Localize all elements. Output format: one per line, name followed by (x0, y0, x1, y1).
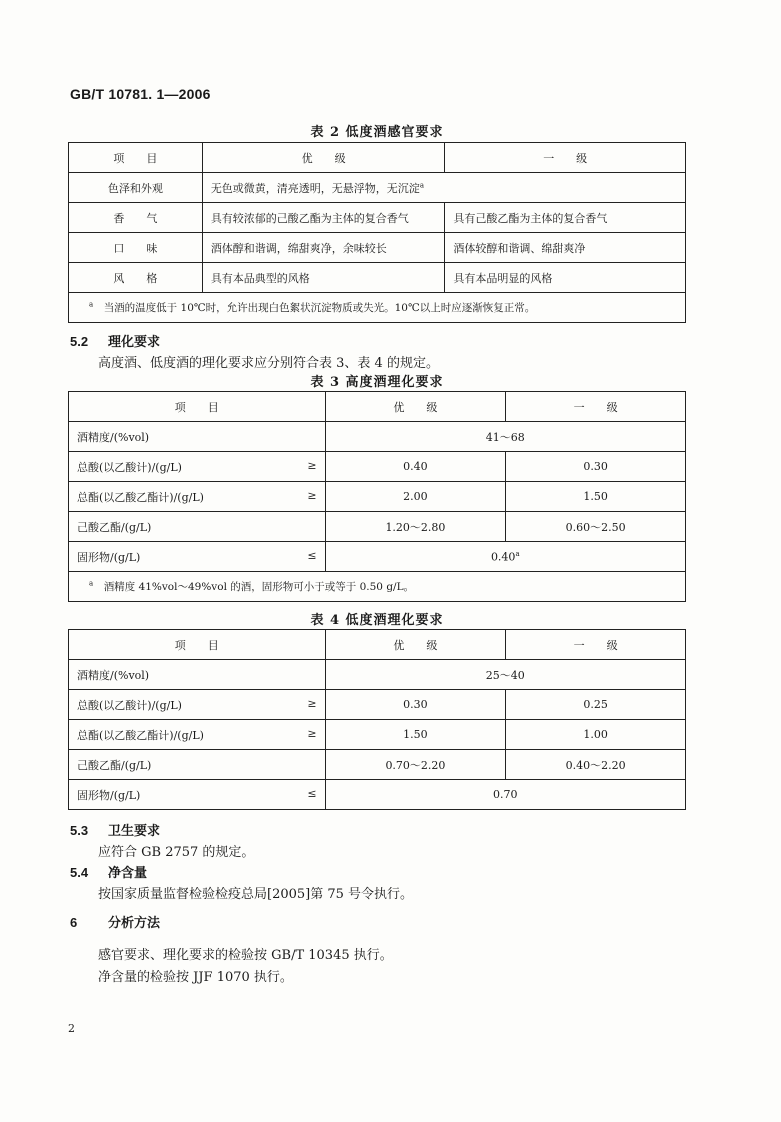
row-top-value: 具有较浓郁的己酸乙酯为主体的复合香气 (202, 203, 445, 233)
page-number: 2 (68, 1022, 75, 1035)
table4-caption: 表 4 低度酒理化要求 (310, 613, 444, 628)
row-first-value: 0.60～2.50 (506, 512, 686, 542)
row-top-value: 1.50 (325, 720, 506, 750)
row-item: 香 气 (69, 203, 203, 233)
row-first-value: 0.30 (506, 452, 686, 482)
row-merged-value: 0.70 (325, 780, 685, 810)
table-row (69, 542, 686, 572)
table-row (69, 512, 686, 542)
row-top-value: 0.30 (325, 690, 506, 720)
table2-header-top: 优 级 (202, 143, 445, 173)
comparison-operator: ≤ (307, 548, 317, 562)
table-row (69, 452, 686, 482)
table2-header-first: 一 级 (445, 143, 686, 173)
table4-header-top: 优 级 (325, 630, 506, 660)
section-5-4-heading: 5.4 净含量 (70, 865, 148, 880)
row-first-value: 0.40～2.20 (506, 750, 686, 780)
section-5-3-text: 应符合 GB 2757 的规定。 (98, 845, 255, 860)
row-first-value: 具有己酸乙酯为主体的复合香气 (445, 203, 686, 233)
table2-note-row (69, 293, 686, 323)
row-top-value: 2.00 (325, 482, 506, 512)
row-first-value: 1.50 (506, 482, 686, 512)
row-merged-value: 25～40 (325, 660, 685, 690)
comparison-operator: ≥ (307, 488, 317, 502)
footnote-marker: a (89, 300, 94, 309)
table-row (69, 173, 686, 203)
table-row (69, 780, 686, 810)
section-5-2-text: 高度酒、低度酒的理化要求应分别符合表 3、表 4 的规定。 (98, 356, 439, 371)
row-item: 固形物/(g/L) ≤ (69, 780, 326, 810)
table-row (69, 263, 686, 293)
table3-note: $^a$ 酒精度 41%vol～49%vol 的酒，固形物可小于或等于 0.50 g/L。 (69, 572, 686, 602)
comparison-operator: ≥ (307, 726, 317, 740)
row-item: 总酯(以乙酸乙酯计)/(g/L) ≥ (69, 720, 326, 750)
row-first-value: 具有本品明显的风格 (445, 263, 686, 293)
row-item: 风 格 (69, 263, 203, 293)
comparison-operator: ≥ (307, 458, 317, 472)
section-6-heading: 6 分析方法 (70, 915, 161, 930)
table4-header-first: 一 级 (506, 630, 686, 660)
row-item: 己酸乙酯/(g/L) (69, 750, 326, 780)
document-code: GB/T 10781. 1—2006 (70, 86, 211, 102)
table-row (69, 482, 686, 512)
comparison-operator: ≥ (307, 696, 317, 710)
table3-header-top: 优 级 (325, 392, 506, 422)
table3-header-row (69, 392, 686, 422)
row-item: 己酸乙酯/(g/L) (69, 512, 326, 542)
section-5-4-text: 按国家质量监督检验检疫总局[2005]第 75 号令执行。 (98, 887, 414, 902)
table3-note-row (69, 572, 686, 602)
table-row (69, 203, 686, 233)
row-top-value: 酒体醇和谐调，绵甜爽净，余味较长 (202, 233, 445, 263)
table2-caption: 表 2 低度酒感官要求 (310, 125, 444, 140)
table2 (68, 142, 686, 323)
row-item: 固形物/(g/L) ≤ (69, 542, 326, 572)
table2-header-row (69, 143, 686, 173)
table4-header-item: 项 目 (69, 630, 326, 660)
row-merged-value: 41～68 (325, 422, 685, 452)
row-merged-value: 无色或微黄，清亮透明，无悬浮物，无沉淀$^a$ (202, 173, 685, 203)
table3 (68, 391, 686, 602)
table3-caption: 表 3 高度酒理化要求 (310, 375, 444, 390)
comparison-operator: ≤ (307, 786, 317, 800)
table4 (68, 629, 686, 810)
row-top-value: 0.40 (325, 452, 506, 482)
row-item: 酒精度/(%vol) (69, 660, 326, 690)
row-first-value: 0.25 (506, 690, 686, 720)
row-item: 总酯(以乙酸乙酯计)/(g/L) ≥ (69, 482, 326, 512)
table2-note: $^a$ 当酒的温度低于 10℃时，允许出现白色絮状沉淀物质或失光。10℃以上时应逐渐恢复正常。 (69, 293, 686, 323)
table3-header-first: 一 级 (506, 392, 686, 422)
table-row (69, 660, 686, 690)
row-merged-value: 0.40$^a$ (325, 542, 685, 572)
section-6-text-1: 感官要求、理化要求的检验按 GB/T 10345 执行。 (98, 948, 393, 963)
table-row (69, 233, 686, 263)
row-top-value: 具有本品典型的风格 (202, 263, 445, 293)
section-5-2-heading: 5.2 理化要求 (70, 334, 161, 349)
table3-header-item: 项 目 (69, 392, 326, 422)
row-item: 色泽和外观 (69, 173, 203, 203)
table-row (69, 720, 686, 750)
row-first-value: 1.00 (506, 720, 686, 750)
footnote-marker: a (515, 549, 520, 558)
table-row (69, 750, 686, 780)
footnote-marker: a (419, 180, 424, 189)
footnote-marker: a (89, 579, 94, 588)
row-item: 总酸(以乙酸计)/(g/L) ≥ (69, 452, 326, 482)
row-item: 口 味 (69, 233, 203, 263)
row-top-value: 0.70～2.20 (325, 750, 506, 780)
section-6-text-2: 净含量的检验按 JJF 1070 执行。 (98, 970, 293, 985)
row-item: 酒精度/(%vol) (69, 422, 326, 452)
table4-header-row (69, 630, 686, 660)
row-item: 总酸(以乙酸计)/(g/L) ≥ (69, 690, 326, 720)
table-row (69, 422, 686, 452)
row-top-value: 1.20～2.80 (325, 512, 506, 542)
section-5-3-heading: 5.3 卫生要求 (70, 823, 161, 838)
row-first-value: 酒体较醇和谐调、绵甜爽净 (445, 233, 686, 263)
table2-header-item: 项 目 (69, 143, 203, 173)
table-row (69, 690, 686, 720)
